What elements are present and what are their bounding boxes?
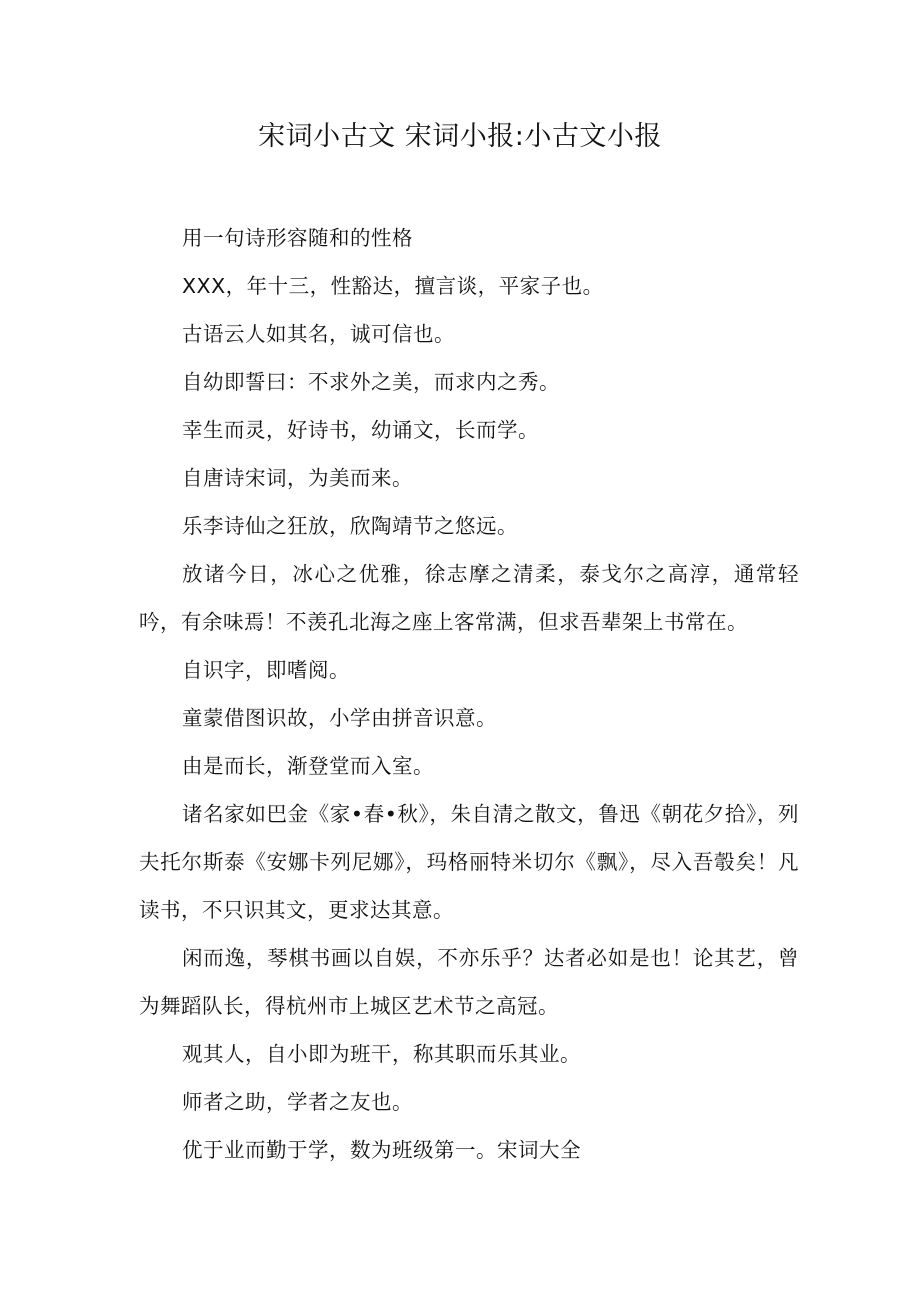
paragraph: 优于业而勤于学，数为班级第一。宋词大全: [182, 1138, 581, 1162]
paragraph: 放诸今日，冰心之优雅，徐志摩之清柔，泰戈尔之高淳，通常轻吟，有余味焉！不羡孔北海之座上客常满，但求吾辈架上书常在。: [139, 562, 799, 634]
paragraph: 自幼即誓曰：不求外之美，而求内之秀。: [182, 370, 560, 394]
paragraph: 童蒙借图识故，小学由拼音识意。: [182, 706, 497, 730]
paragraph: 用一句诗形容随和的性格: [182, 226, 413, 250]
paragraph: 闲而逸，琴棋书画以自娱，不亦乐乎？达者必如是也！论其艺，曾为舞蹈队长，得杭州市上城区艺术节之高冠。: [139, 946, 799, 1018]
document-body: [139, 214, 799, 1174]
document-title: 宋词小古文 宋词小报:小古文小报: [258, 121, 662, 152]
paragraph: 观其人，自小即为班干，称其职而乐其业。: [182, 1042, 581, 1066]
paragraph: 幸生而灵，好诗书，幼诵文，长而学。: [182, 418, 539, 442]
paragraph: 自识字，即嗜阅。: [182, 658, 350, 682]
paragraph: 古语云人如其名，诚可信也。: [182, 322, 455, 346]
paragraph: 乐李诗仙之狂放，欣陶靖节之悠远。: [182, 514, 518, 538]
paragraph: 自唐诗宋词，为美而来。: [182, 466, 413, 490]
paragraph: 由是而长，渐登堂而入室。: [182, 754, 434, 778]
paragraph: XXX，年十三，性豁达，擅言谈，平家子也。: [182, 274, 604, 298]
paragraph: 师者之助，学者之友也。: [182, 1090, 413, 1114]
paragraph: 诸名家如巴金《家•春•秋》，朱自清之散文，鲁迅《朝花夕拾》，列夫托尔斯泰《安娜卡列尼娜》，玛格丽特米切尔《飘》，尽入吾彀矣！凡读书，不只识其文，更求达其意。: [139, 802, 799, 922]
